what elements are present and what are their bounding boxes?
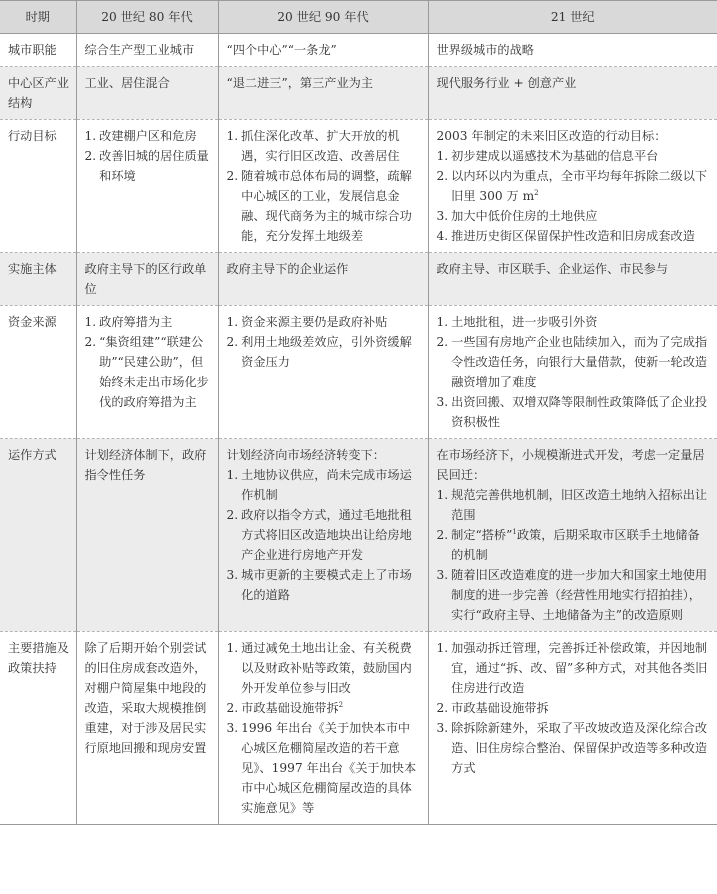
item-text-main: 随着旧区改造难度的进一步加大和国家土地使用制度的进一步完善（经营性用地实行招拍挂），实行“政府主导、土地储备为主”的改造原则 [451,568,708,622]
item-number: 3. [436,209,449,223]
list-item [85,146,212,186]
cell-1990s: “四个中心”“一条龙” [218,34,428,67]
numbered-list [85,312,212,412]
item-text [451,332,711,392]
table-row [0,120,717,253]
numbered-list [437,485,712,625]
cell-1990s: 政府主导下的企业运作 [218,253,428,306]
item-text-main: 市政基础设施带拆 [241,701,339,715]
cell-1990s [218,632,428,825]
item-number: 1. [226,641,239,655]
item-number: 2. [226,335,239,349]
numbered-list [227,312,422,372]
item-text [241,332,421,372]
item-text [451,206,711,226]
item-text-main: 土地批租，进一步吸引外资 [451,315,598,329]
cell-intro: 2003 年制定的未来旧区改造的行动目标： [436,129,667,143]
cell-21st-century [428,439,717,632]
item-text [451,146,711,166]
item-number: 3. [436,395,449,409]
numbered-list [85,126,212,186]
list-item [85,312,212,332]
cell-intro: 在市场经济下，小规模渐进式开发，考虑一定量居民回迁： [436,448,705,482]
list-item [437,146,712,166]
item-text-main: 推进历史街区保留保护性改造和旧房成套改造 [451,229,695,243]
cell-1980s: 综合生产型工业城市 [76,34,218,67]
table-row [0,67,717,120]
item-text [241,166,421,246]
table-row [0,632,717,825]
cell-21st-century: 现代服务行业 + 创意产业 [428,67,717,120]
table-row [0,439,717,632]
item-text [451,312,711,332]
item-text-main: 资金来源主要仍是政府补贴 [241,315,388,329]
item-text-main: 加大中低价住房的土地供应 [451,209,598,223]
footnote-marker: 2 [338,700,344,709]
item-text-main: 以内环以内为重点，全市平均每年拆除二级以下旧里 300 万 m [451,169,708,203]
list-item [85,126,212,146]
item-text [451,698,711,718]
item-text-main: 市政基础设施带拆 [451,701,549,715]
item-text [451,166,711,206]
cell-1990s: “退二进三”，第三产业为主 [218,67,428,120]
cell-21st-century: 政府主导、市区联手、企业运作、市民参与 [428,253,717,306]
cell-1980s: 工业、居住混合 [76,67,218,120]
numbered-list [227,465,422,605]
cell-21st-century [428,632,717,825]
cell-1980s [76,120,218,253]
numbered-list [227,638,422,818]
list-item [227,332,422,372]
cell-1980s [76,306,218,439]
row-label: 城市职能 [0,34,76,67]
numbered-list [227,126,422,246]
item-text-main: 加强动拆迁管理，完善拆迁补偿政策，并因地制宜，通过“拆、改、留”多种方式，对其他各类旧住房进行改造 [451,641,708,695]
item-text [99,332,211,412]
item-number: 2. [436,528,449,542]
item-text-main: 初步建成以遥感技术为基础的信息平台 [451,149,659,163]
item-text-main: 政府筹措为主 [99,315,173,329]
item-number: 1. [226,468,239,482]
item-text-main: 规范完善供地机制，旧区改造土地纳入招标出让范围 [451,488,708,522]
item-number: 3. [226,721,239,735]
row-label: 主要措施及政策扶持 [0,632,76,825]
item-text [241,505,421,565]
item-number: 2. [436,335,449,349]
list-item [437,718,712,778]
item-text-main: 抓住深化改革、扩大开放的机遇，实行旧区改造、改善居住 [241,129,400,163]
list-item [227,698,422,718]
item-text [451,565,711,625]
item-text-main: 1996 年出台《关于加快本市中心城区危棚简屋改造的若干意见》、1997 年出台《关于加快本市中心城区危棚简屋改造的具体实施意见》等 [241,721,417,815]
item-text [451,718,711,778]
numbered-list [437,638,712,778]
row-label: 中心区产业结构 [0,67,76,120]
table-row [0,306,717,439]
cell-1980s: 除了后期开始个别尝试的旧住房成套改造外，对棚户简屋集中地段的改造，采取大规模推倒重建，对于涉及居民实行原地回搬和现房安置 [76,632,218,825]
item-number: 4. [436,229,449,243]
cell-21st-century [428,120,717,253]
cell-1990s [218,439,428,632]
header-period: 时期 [0,1,76,34]
item-text-main: 随着城市总体布局的调整，疏解中心城区的工业，发展信息金融、现代商务为主的城市综合功能，充分发挥土地级差 [241,169,412,243]
item-text-main: “集资组建”“联建公助”“民建公助”，但始终未走出市场化步伐的政府筹措为主 [99,335,209,409]
item-number: 2. [84,335,97,349]
list-item [437,698,712,718]
item-number: 3. [226,568,239,582]
list-item [437,332,712,392]
item-text-main: 一些国有房地产企业也陆续加入，而为了完成指令性改造任务，向银行大量借款，使新一轮改造融资增加了难度 [451,335,708,389]
item-number: 1. [436,488,449,502]
item-text [99,312,211,332]
item-text [241,638,421,698]
list-item [437,312,712,332]
list-item [437,485,712,525]
item-text [241,465,421,505]
item-number: 2. [436,701,449,715]
list-item [227,638,422,698]
item-text-main: 除拆除新建外，采取了平改坡改造及深化综合改造、旧住房综合整治、保留保护改造等多种改造方式 [451,721,708,775]
item-number: 1. [436,315,449,329]
list-item [437,525,712,565]
item-text-main: 改建棚户区和危房 [99,129,197,143]
list-item [227,565,422,605]
item-text [451,485,711,525]
cell-21st-century [428,306,717,439]
list-item [437,565,712,625]
list-item [227,312,422,332]
item-text [99,146,211,186]
cell-1990s [218,306,428,439]
list-item [227,718,422,818]
item-text-main: 政府以指令方式，通过毛地批租方式将旧区改造地块出让给房地产企业进行房地产开发 [241,508,412,562]
cell-21st-century: 世界级城市的战略 [428,34,717,67]
item-text [99,126,211,146]
item-text-main: 通过减免土地出让金、有关税费以及财政补贴等政策，鼓励国内外开发单位参与旧改 [241,641,412,695]
row-label: 资金来源 [0,306,76,439]
item-number: 2. [226,508,239,522]
item-text [241,565,421,605]
header-1990s: 20 世纪 90 年代 [218,1,428,34]
list-item [227,505,422,565]
header-21st-century: 21 世纪 [428,1,717,34]
item-text [451,226,711,246]
cell-1980s: 计划经济体制下，政府指令性任务 [76,439,218,632]
list-item [437,638,712,698]
item-number: 1. [436,641,449,655]
item-text-main: 制定“搭桥” [451,528,513,542]
numbered-list [437,146,712,246]
item-text-main: 出资回搬、双增双降等限制性政策降低了企业投资积极性 [451,395,708,429]
item-number: 1. [226,315,239,329]
item-text [451,525,711,565]
item-number: 1. [436,149,449,163]
row-label: 行动目标 [0,120,76,253]
header-1980s: 20 世纪 80 年代 [76,1,218,34]
item-number: 1. [226,129,239,143]
cell-1990s [218,120,428,253]
item-text [241,126,421,166]
table-row [0,253,717,306]
item-text-main: 土地协议供应，尚未完成市场运作机制 [241,468,412,502]
item-text-cont: 政策，后期采取市区联手土地储备的机制 [451,528,700,562]
item-number: 2. [436,169,449,183]
list-item [437,206,712,226]
item-number: 2. [226,701,239,715]
item-text [451,638,711,698]
list-item [227,166,422,246]
cell-intro: 计划经济向市场经济转变下： [226,448,385,462]
item-text [241,718,421,818]
item-number: 1. [84,129,97,143]
table-body [0,34,717,825]
row-label: 实施主体 [0,253,76,306]
item-text [451,392,711,432]
item-number: 3. [436,568,449,582]
list-item [437,166,712,206]
table-row [0,34,717,67]
cell-1980s: 政府主导下的区行政单位 [76,253,218,306]
item-text-main: 城市更新的主要模式走上了市场化的道路 [241,568,412,602]
numbered-list [437,312,712,432]
footnote-marker: 1 [512,527,517,536]
table-header [0,1,717,34]
list-item [85,332,212,412]
item-text [241,312,421,332]
list-item [227,126,422,166]
item-text-main: 利用土地级差效应，引外资缓解资金压力 [241,335,412,369]
item-number: 2. [84,149,97,163]
item-number: 3. [436,721,449,735]
list-item [437,226,712,246]
item-number: 2. [226,169,239,183]
list-item [227,465,422,505]
footnote-marker: 2 [534,188,539,197]
row-label: 运作方式 [0,439,76,632]
item-text [241,698,421,718]
header-row [0,1,717,34]
list-item [437,392,712,432]
item-text-main: 改善旧城的居住质量和环境 [99,149,209,183]
item-number: 1. [84,315,97,329]
